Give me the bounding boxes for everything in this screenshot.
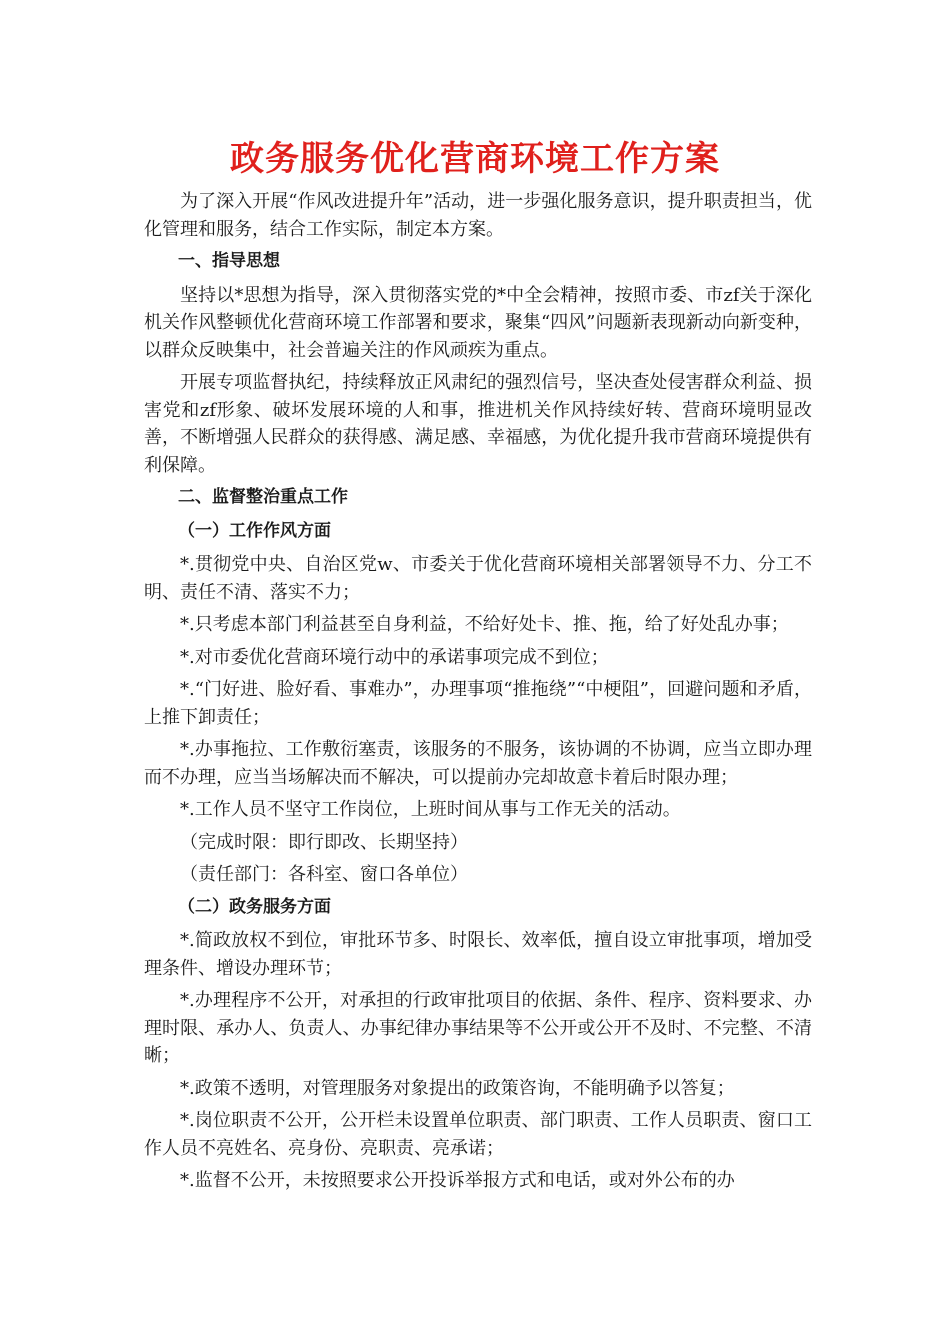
intro-paragraph: 为了深入开展“作风改进提升年”活动，进一步强化服务意识，提升职责担当，优化管理和服务，结合工作实际，制定本方案。 xyxy=(144,191,812,240)
list-item: *.简政放权不到位，审批环节多、时限长、效率低，擅自设立审批事项，增加受理条件、增设办理环节； xyxy=(144,930,812,979)
section-heading: 二、监督整治重点工作 xyxy=(178,487,348,507)
list-item: *.办理程序不公开，对承担的行政审批项目的依据、条件、程序、资料要求、办理时限、承办人、负责人、办事纪律办事结果等不公开或公开不及时、不完整、不清晰； xyxy=(144,990,812,1066)
section-heading: 一、指导思想 xyxy=(178,251,280,271)
list-item: *.政策不透明，对管理服务对象提出的政策咨询，不能明确予以答复； xyxy=(180,1077,735,1099)
document-body xyxy=(144,188,812,1200)
document-title: 政务服务优化营商环境工作方案 xyxy=(230,139,720,179)
list-item: *.只考虑本部门利益甚至自身利益，不给好处卡、推、拖，给了好处乱办事； xyxy=(180,614,789,635)
body-paragraph: 坚持以*思想为指导，深入贯彻落实党的*中全会精神，按照市委、市zf关于深化机关作风整顿优化营商环境工作部署和要求，聚集“四风”问题新表现新动向新变种，以群众反映集中，社会普遍关注的作风顽疾为重点。 xyxy=(144,284,812,361)
list-item: *.工作人员不坚守工作岗位，上班时间从事与工作无关的活动。 xyxy=(180,799,681,820)
list-item: *.对市委优化营商环境行动中的承诺事项完成不到位； xyxy=(180,646,609,668)
subsection-heading: （二）政务服务方面 xyxy=(178,896,331,917)
list-item: *.贯彻党中央、自治区党w、市委关于优化营商环境相关部署领导不力、分工不明、责任不清、落实不力； xyxy=(144,554,812,603)
deadline-note: （完成时限：即行即改、长期坚持） xyxy=(180,831,468,853)
body-paragraph: 开展专项监督执纪，持续释放正风肃纪的强烈信号，坚决查处侵害群众利益、损害党和zf形象、破坏发展环境的人和事，推进机关作风持续好转、营商环境明显改善，不断增强人民群众的获得感、满足感、幸福感，为优化提升我市营商环境提供有利保障。 xyxy=(144,372,812,476)
responsible-note: （责任部门：各科室、窗口各单位） xyxy=(180,864,468,885)
list-item: *.监督不公开，未按照要求公开投诉举报方式和电话，或对外公布的办 xyxy=(180,1170,735,1191)
list-item: *.岗位职责不公开，公开栏未设置单位职责、部门职责、工作人员职责、窗口工作人员不亮姓名、亮身份、亮职责、亮承诺； xyxy=(144,1110,812,1159)
list-item: *.办事拖拉、工作敷衍塞责，该服务的不服务，该协调的不协调，应当立即办理而不办理，应当当场解决而不解决，可以提前办完却故意卡着后时限办理； xyxy=(144,739,812,788)
subsection-heading: （一）工作作风方面 xyxy=(178,520,331,541)
list-item: *.“门好进、脸好看、事难办”，办理事项“推拖绕”“中梗阻”，回避问题和矛盾，上推下卸责任； xyxy=(144,679,812,728)
